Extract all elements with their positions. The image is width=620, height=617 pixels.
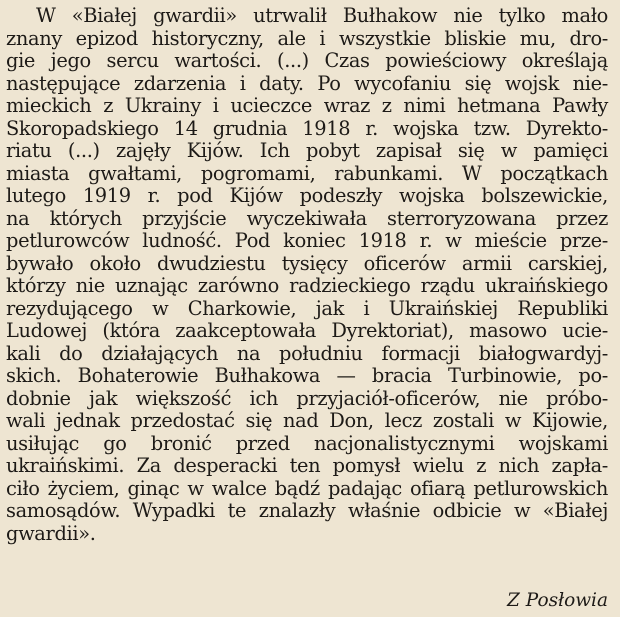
text-line: miasta gwałtami, pogromami, rabunkami. W początkach [6, 161, 608, 185]
text-line: usiłując go bronić przed nacjonalistycznymi wojskami [6, 431, 608, 455]
text-line: dobnie jak większość ich przyjaciół-oficerów, nie próbo- [6, 386, 608, 410]
text-line: samosądów. Wypadki te znalazły właśnie odbicie w «Białej [6, 499, 608, 522]
text-line: gie jego sercu wartości. (...) Czas powieściowy określają [6, 49, 608, 72]
text-line: Skoropadskiego 14 grudnia 1918 r. wojska tzw. Dyrekto- [6, 116, 608, 140]
text-line: którzy nie uznając zarówno radzieckiego rządu ukraińskiego [6, 274, 608, 297]
text-line: gwardii». [6, 521, 96, 545]
text-line: wali jednak przedostać się nad Don, lecz zostali w Kijowie, [6, 409, 608, 432]
text-line: skich. Bohaterowie Bułhakowa — bracia Turbinowie, po- [6, 364, 608, 387]
text-line: Ludowej (która zaakceptowała Dyrektoriat), masowo ucie- [6, 319, 608, 342]
text-line: riatu (...) zajęły Kijów. Ich pobyt zapisał się w pamięci [6, 139, 608, 162]
text-line: lutego 1919 r. pod Kijów podeszły wojska bolszewickie, [6, 184, 608, 207]
text-line: znany epizod historyczny, ale i wszystkie bliskie mu, dro- [6, 26, 608, 50]
text-line: bywało około dwudziestu tysięcy oficerów armii carskiej, [6, 251, 608, 275]
text-line: petlurowców ludność. Pod koniec 1918 r. w mieście prze- [6, 229, 608, 252]
source-attribution: Z Posłowia [507, 590, 608, 611]
text-line: W «Białej gwardii» utrwalił Bułhakow nie tylko mało [36, 4, 608, 27]
text-line: rezydującego w Charkowie, jak i Ukraińskiej Republiki [6, 296, 608, 320]
text-line: kali do działających na południu formacji białogwardyj- [6, 341, 608, 365]
text-line: następujące zdarzenia i daty. Po wycofaniu się wojsk nie- [6, 71, 608, 95]
text-line: ciło życiem, ginąc w walce bądź padając ofiarą petlurowskich [6, 476, 608, 500]
text-line: mieckich z Ukrainy i ucieczce wraz z nimi hetmana Pawły [6, 94, 608, 117]
text-line: ukraińskimi. Za desperacki ten pomysł wielu z nich zapła- [6, 454, 608, 477]
body-paragraph [6, 5, 608, 545]
text-line: na których przyjście wyczekiwała sterroryzowana przez [6, 206, 608, 230]
